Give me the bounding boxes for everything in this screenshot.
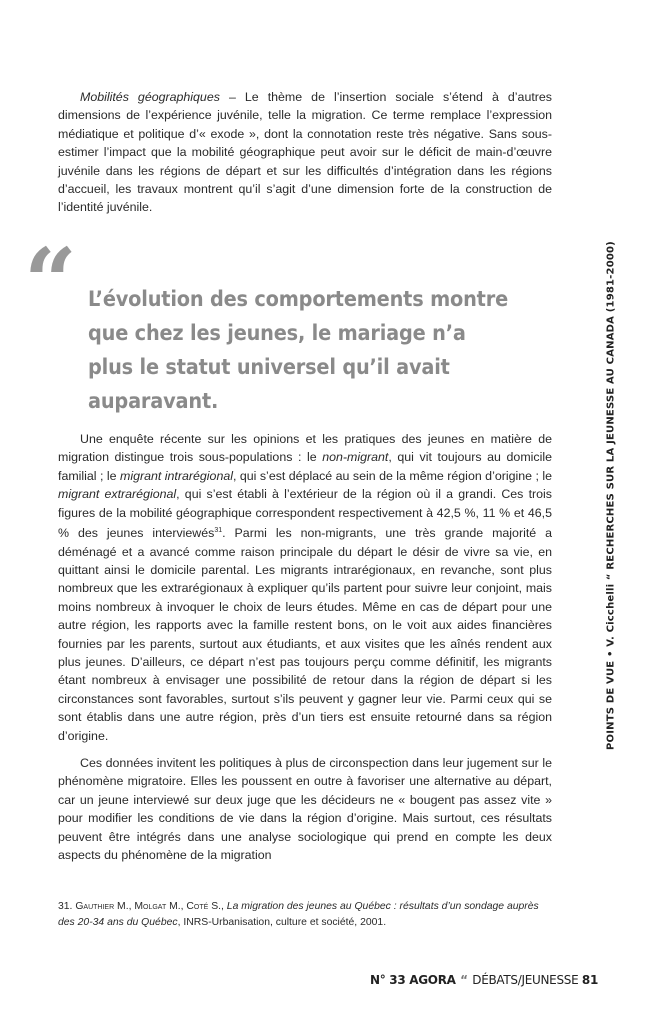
text-run: , qui vit toujours au domicile familial ; le (58, 450, 552, 483)
footer-issue: N° 33 AGORA (369, 973, 456, 987)
side-author: V. Cicchelli (605, 583, 617, 647)
text-run: Une enquête récente sur les opinions et les pratiques des jeunes en matière de migration distingue trois sous-populations : le (58, 432, 552, 465)
bullet-icon: • (605, 650, 617, 657)
term-extraregional: migrant extrarégional (58, 487, 177, 502)
paragraph-text: – Le thème de l’insertion sociale s’étend à d’autres dimensions de l’expérience juvénile, telle la migration. Ce terme remplace l’expression médiatique et politique d’« exode », dont la connotation reste très négative. Sans sous-estimer l’impact que la mobilité géographique peut avoir sur le déficit de main-d’œuvre juvénile dans les régions de départ et sur les difficultés d’intégration dans les régions d’accueil, les travaux montrent qu’il s’agit d’une dimension forte de la construction de l’identité juvénile. (58, 90, 552, 215)
paragraph-mobilites (58, 88, 552, 217)
side-section: POINTS DE VUE (605, 660, 617, 750)
term-non-migrant: non-migrant (322, 450, 389, 465)
side-series: RECHERCHES SUR LA JEUNESSE AU CANADA (1981-2000) (605, 241, 617, 570)
page-footer (370, 973, 598, 987)
footnote-title: La migration des jeunes au Québec : résultats d’un sondage auprès des 20-34 ans du Québec (58, 901, 539, 928)
text-run: . Parmi les non-migrants, une très grande majorité a déménagé et a avancé comme raison principale du départ le désir de vivre sa vie, en quittant ainsi le domicile parental. Les migrants intrarégionaux, en revanche, sont plus nombreux que les extrarégionaux à expliquer qu’ils partent pour suivre leur conjoint, mais moins nombreux à invoquer le choix de leurs études. Même en cas de départ pour une autre région, les rapports avec la famille restent bons, on le voit aux aides financières fournies par les parents, surtout aux étudiants, et aux visites que les aînés rendent aux plus jeunes. D’ailleurs, ce départ n’est pas toujours perçu comme définitif, les migrants étant nombreux à envisager une possibilité de retour dans la région de départ si les circonstances sont favorables, surtout s’ils peuvent y gagner leur vie. Parmi ceux qui se sont établis dans une autre région, près d’un tiers est ensuite retourné dans sa région d’origine. (58, 526, 552, 743)
pull-quote: L’évolution des comportements montre que chez les jeunes, le mariage n’a plus le statut universel qu’il avait auparavant. (88, 287, 509, 413)
paragraph-text: Ces données invitent les politiques à plus de circonspection dans leur jugement sur le phénomène migratoire. Elles les poussent en outre à favoriser une alternative au départ, car un jeune interviewé sur deux juge que les décideurs ne « bougent pas assez vite » pour modifier les conditions de vie dans la région d’origine. Mais surtout, ces résultats peuvent être intégrés dans une analyse sociologique qui prend en compte les deux aspects du phénomène de la migration (58, 756, 552, 863)
footnote-publisher: , INRS-Urbanisation, culture et société, 2001. (177, 916, 387, 928)
paragraph-donnees (58, 754, 552, 864)
paragraph-enquete (58, 430, 552, 745)
footnote (58, 899, 552, 930)
footer-quote-icon: “ (460, 973, 468, 987)
term-intraregional: migrant intrarégional (120, 468, 233, 483)
footnote-authors: Gauthier M., Molgat M., Coté S., (75, 901, 224, 912)
side-running-header (596, 241, 626, 750)
footer-section: DÉBATS/JEUNESSE (472, 973, 579, 987)
page-number: 81 (581, 973, 598, 987)
text-run: , qui s’est déplacé au sein de la même région d’origine ; le (232, 468, 553, 483)
side-running-header-text (605, 241, 617, 750)
footnote-number: 31. (58, 901, 73, 912)
footnote-reference[interactable]: 31 (214, 527, 223, 535)
paragraph-lead: Mobilités géographiques (80, 90, 220, 104)
quote-mark-icon: “ (24, 228, 77, 336)
text-run: , qui s’est établi à l’extérieur de la région où il a grandi. Ces trois figures de la mobilité géographique correspondent respectivement à 42,5 %, 11 % et 46,5 % des jeunes interviewés (58, 487, 552, 541)
quote-mark-small-icon: “ (605, 573, 617, 581)
